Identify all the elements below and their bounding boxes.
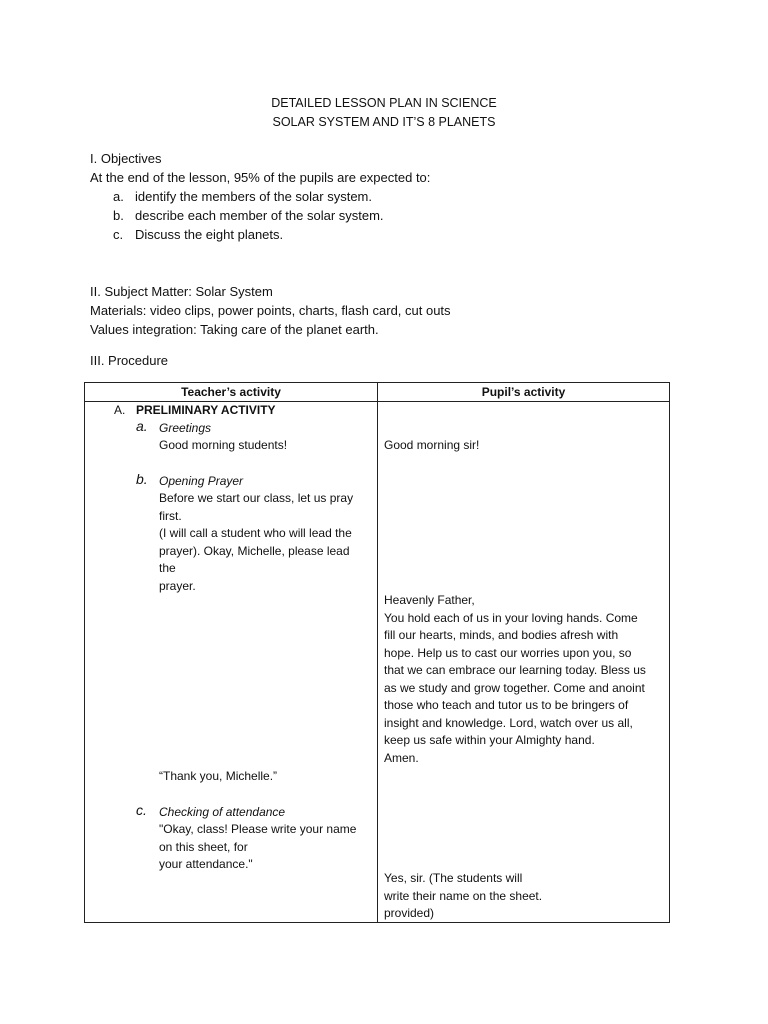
attendance-teacher-line: on this sheet, for <box>159 839 248 854</box>
procedure-table <box>84 382 670 923</box>
materials: Materials: video clips, power points, charts, flash card, cut outs <box>90 303 451 318</box>
prayer-teacher-line: prayer. <box>159 578 196 593</box>
procedure-heading: III. Procedure <box>90 353 169 368</box>
objective-text: Discuss the eight planets. <box>135 227 284 242</box>
prayer-pupil-line: Heavenly Father, <box>384 593 475 607</box>
greetings-pupil-text: Good morning sir! <box>384 438 480 452</box>
objective-text: describe each member of the solar system. <box>135 208 384 223</box>
greetings-teacher-text: Good morning students! <box>159 438 288 452</box>
objectives-heading: I. Objectives <box>90 151 162 166</box>
attendance-marker: c. <box>136 802 147 818</box>
attendance-pupil-line: write their name on the sheet. <box>384 888 543 903</box>
table-row <box>85 402 670 923</box>
objective-marker: b. <box>113 208 124 223</box>
prayer-title: Opening Prayer <box>159 474 244 488</box>
attendance-teacher-line: your attendance." <box>159 857 253 871</box>
prayer-teacher-line: prayer). Okay, Michelle, please lead <box>159 543 350 558</box>
objective-marker: c. <box>113 227 124 242</box>
prayer-pupil-line: as we study and grow together. Come and anoint <box>384 680 645 695</box>
prayer-pupil-line: fill our hearts, minds, and bodies afresh with <box>384 628 619 642</box>
prayer-teacher-line: (I will call a student who will lead the <box>159 526 352 540</box>
section-marker: A. <box>114 403 126 417</box>
attendance-pupil-line: Yes, sir. (The students will <box>384 871 523 885</box>
attendance-title: Checking of attendance <box>159 805 286 819</box>
section-title: PRELIMINARY ACTIVITY <box>136 403 276 417</box>
greetings-title: Greetings <box>159 421 212 435</box>
prayer-pupil-line: those who teach and tutor us to be bringers of <box>384 698 629 712</box>
prayer-pupil-line: hope. Help us to cast our worries upon you, so <box>384 645 632 660</box>
prayer-pupil-line: that we can embrace our learning today. Bless us <box>384 663 646 677</box>
values-integration: Values integration: Taking care of the planet earth. <box>90 322 379 337</box>
pupil-activity-cell <box>378 402 670 923</box>
attendance-pupil-line: provided) <box>384 906 435 920</box>
objective-item <box>113 208 384 223</box>
prayer-marker: b. <box>136 471 148 487</box>
column-header-pupil: Pupil’s activity <box>378 383 670 402</box>
table-header-row <box>85 383 670 402</box>
prayer-pupil-line: keep us safe within your Almighty hand. <box>384 733 595 747</box>
teacher-activity-cell <box>85 402 378 923</box>
column-header-teacher: Teacher’s activity <box>85 383 378 402</box>
prayer-teacher-line: the <box>159 561 176 575</box>
prayer-thanks: “Thank you, Michelle.” <box>159 769 278 783</box>
prayer-teacher-line: first. <box>159 508 182 523</box>
objective-item <box>113 189 372 204</box>
subject-matter: II. Subject Matter: Solar System <box>90 284 273 299</box>
objective-marker: a. <box>113 189 124 204</box>
objective-text: identify the members of the solar system. <box>135 189 372 204</box>
prayer-pupil-line: You hold each of us in your loving hands. Come <box>384 610 638 625</box>
document-title: DETAILED LESSON PLAN IN SCIENCE <box>271 96 497 110</box>
greetings-marker: a. <box>136 418 148 434</box>
objective-item <box>113 227 283 242</box>
prayer-pupil-line: insight and knowledge. Lord, watch over us all, <box>384 715 633 730</box>
objectives-intro: At the end of the lesson, 95% of the pupils are expected to: <box>90 170 431 185</box>
document-subtitle: SOLAR SYSTEM AND IT’S 8 PLANETS <box>272 115 496 129</box>
prayer-teacher-line: Before we start our class, let us pray <box>159 491 354 505</box>
attendance-teacher-line: "Okay, class! Please write your name <box>159 822 357 836</box>
prayer-pupil-line: Amen. <box>384 750 419 765</box>
